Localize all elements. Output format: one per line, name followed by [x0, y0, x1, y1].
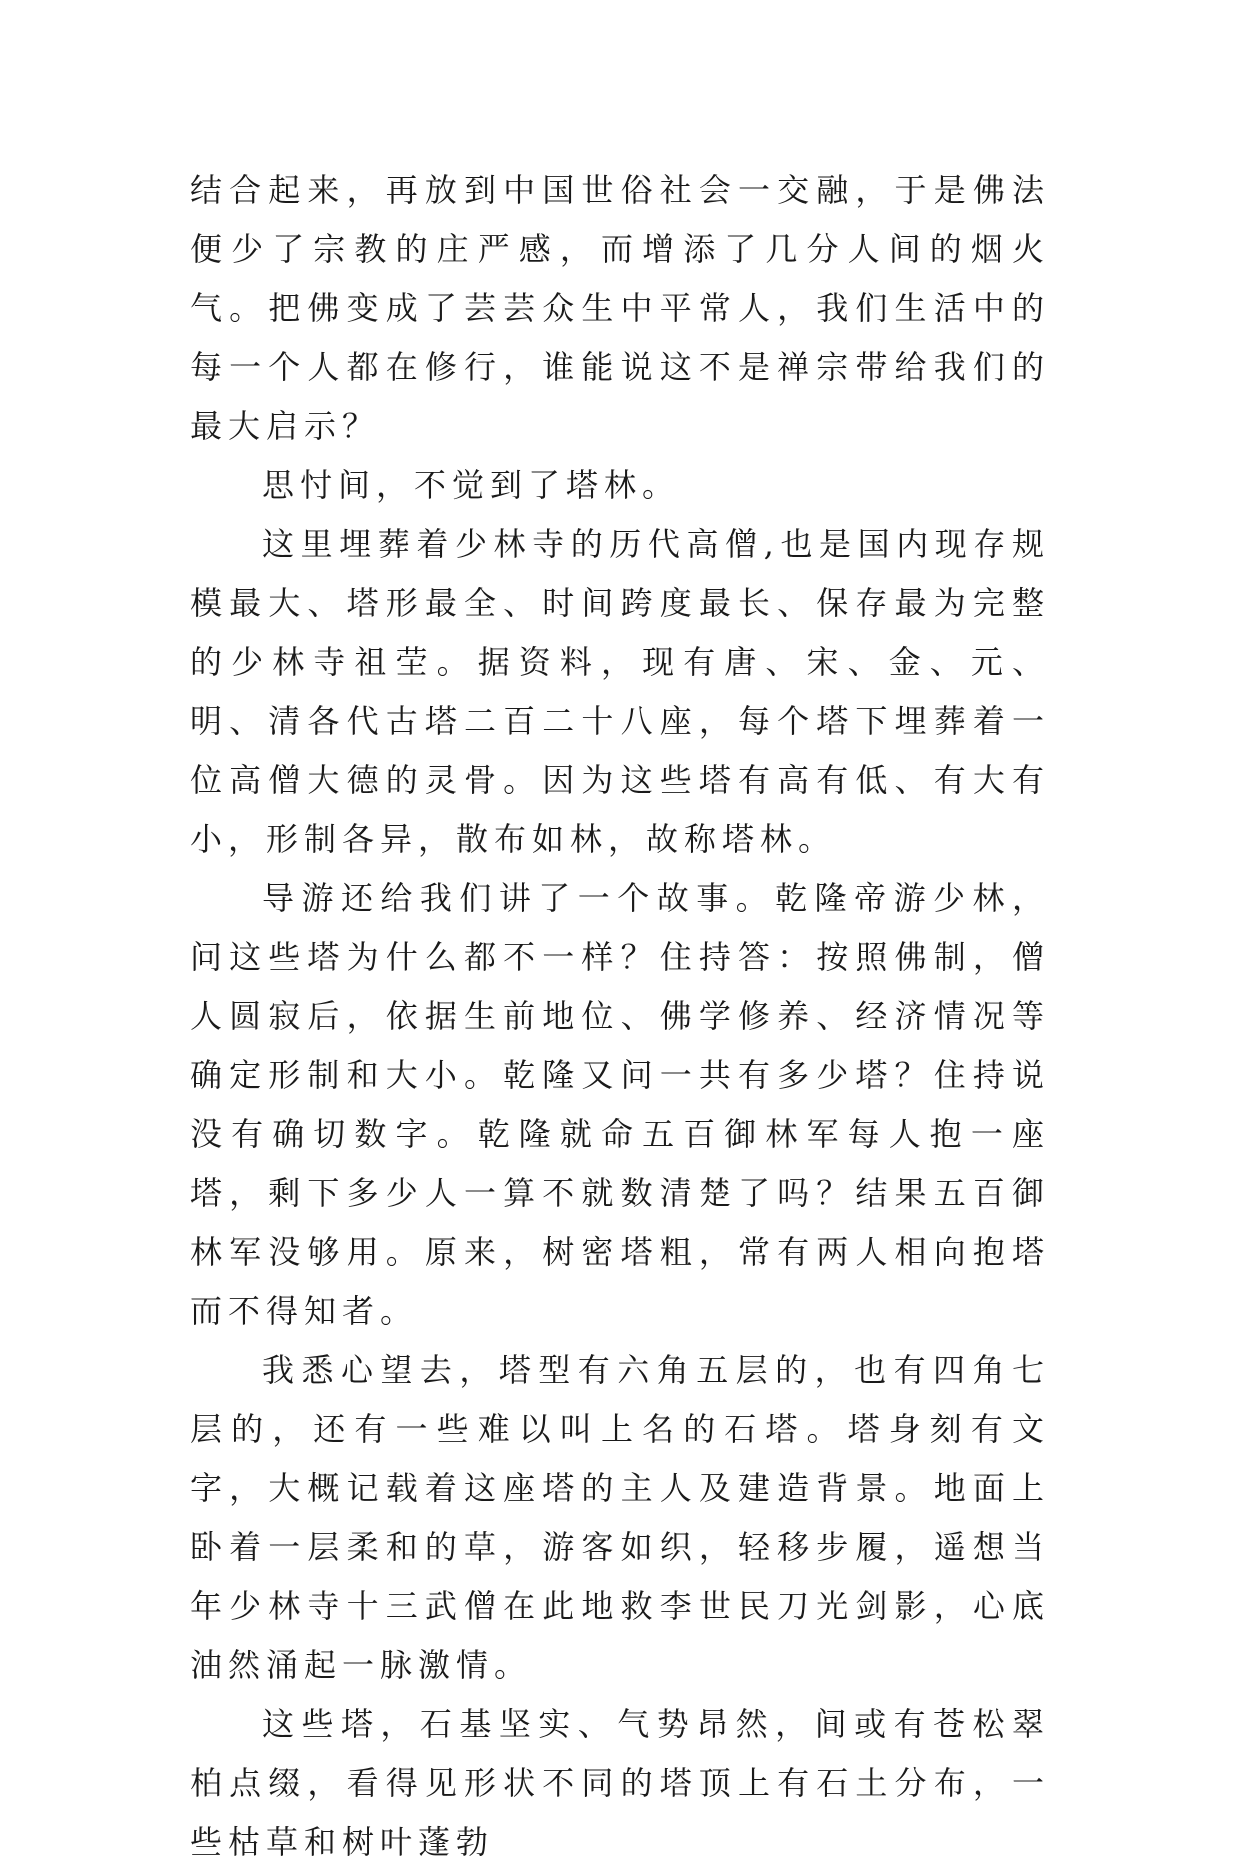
paragraph-continuation: 结合起来，再放到中国世俗社会一交融，于是佛法便少了宗教的庄严感，而增添了几分人间的烟火气。把佛变成了芸芸众生中平常人，我们生活中的每一个人都在修行，谁能说这不是禅宗带给我们的最大启示？ — [190, 171, 1050, 445]
paragraph-pagoda-forest: 这里埋葬着少林寺的历代高僧,也是国内现存规模最大、塔形最全、时间跨度最长、保存最为完整的少林寺祖茔。据资料，现有唐、宋、金、元、明、清各代古塔二百二十八座，每个塔下埋葬着一位高僧大德的灵骨。因为这些塔有高有低、有大有小，形制各异，散布如林，故称塔林。 — [190, 525, 1050, 858]
paragraph-description: 这些塔，石基坚实、气势昂然，间或有苍松翠柏点缀，看得见形状不同的塔顶上有石土分布，一些枯草和树叶蓬勃 — [190, 1705, 1050, 1861]
document-body — [190, 161, 1050, 1872]
paragraph-observation: 我悉心望去，塔型有六角五层的，也有四角七层的，还有一些难以叫上名的石塔。塔身刻有文字，大概记载着这座塔的主人及建造背景。地面上卧着一层柔和的草，游客如织，轻移步履，遥想当年少林寺十三武僧在此地救李世民刀光剑影，心底油然涌起一脉激情。 — [190, 1351, 1050, 1684]
paragraph-qianlong-story: 导游还给我们讲了一个故事。乾隆帝游少林，问这些塔为什么都不一样？住持答：按照佛制，僧人圆寂后，依据生前地位、佛学修养、经济情况等确定形制和大小。乾隆又问一共有多少塔？住持说没有确切数字。乾隆就命五百御林军每人抱一座塔，剩下多少人一算不就数清楚了吗？结果五百御林军没够用。原来，树密塔粗，常有两人相向抱塔而不得知者。 — [190, 879, 1050, 1330]
paragraph-arrival: 思忖间，不觉到了塔林。 — [262, 466, 681, 504]
